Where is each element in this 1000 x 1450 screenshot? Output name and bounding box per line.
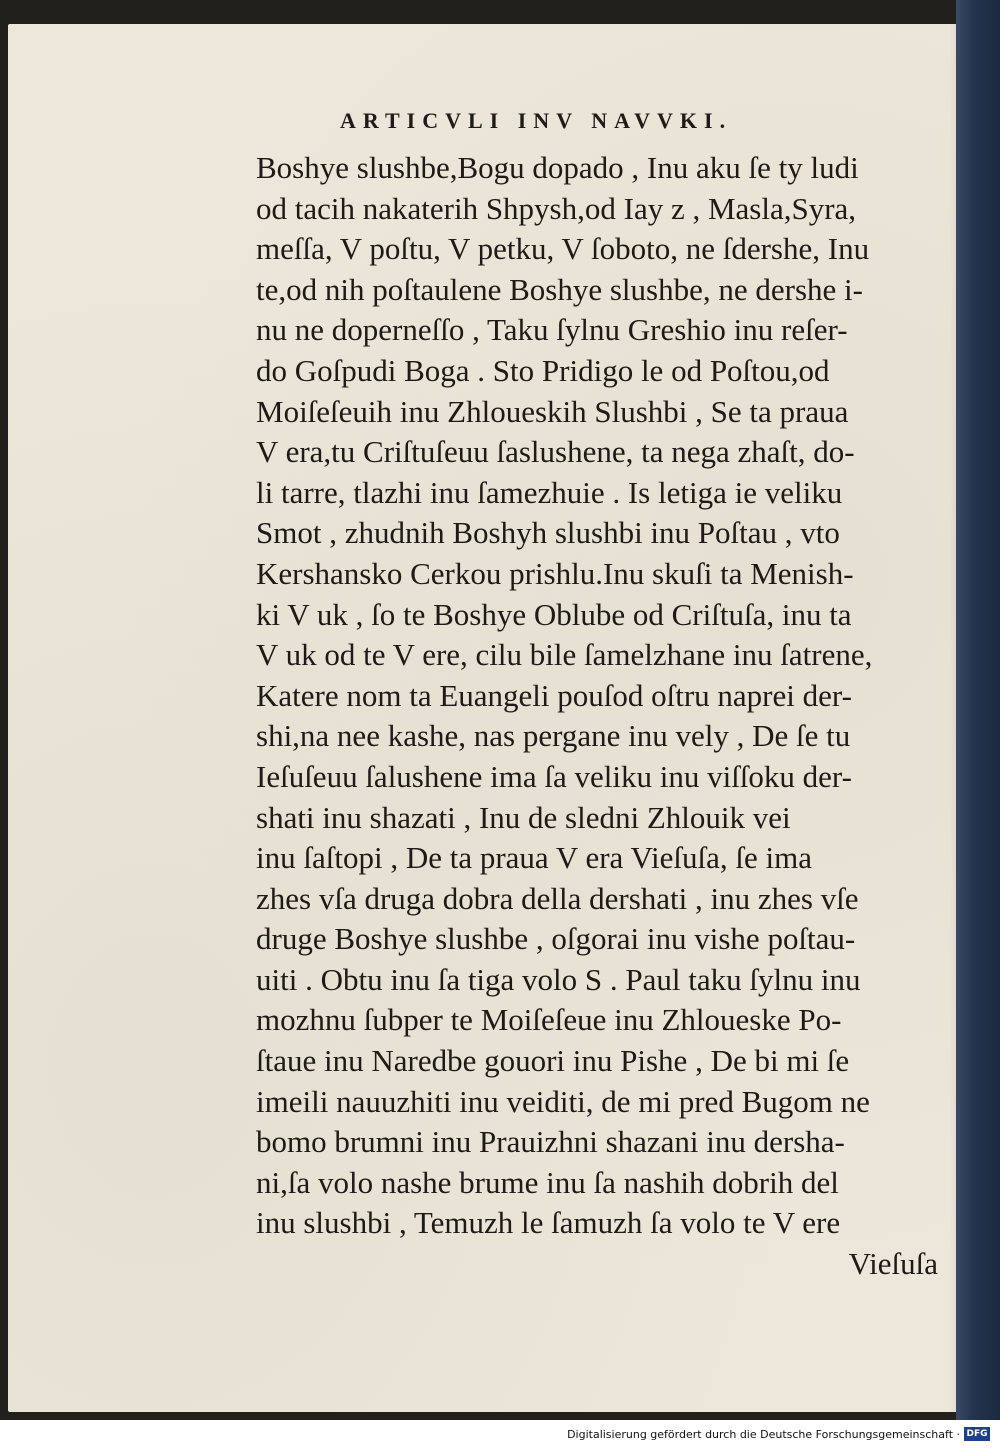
text-line: druge Boshye slushbe , oſgorai inu vishe poſtau- xyxy=(256,921,856,957)
text-line: do Goſpudi Boga . Sto Pridigo le od Poſtou,od xyxy=(256,352,830,388)
text-line: nu ne doperneſſo , Taku ſylnu Greshio inu reſer- xyxy=(256,312,848,348)
text-line: ki V uk , ſo te Boshye Oblube od Criſtuſa, inu ta xyxy=(256,596,852,632)
catchword: Vieſuſa xyxy=(848,1246,938,1282)
text-line: shati inu shazati , Inu de sledni Zhlouik vei xyxy=(256,799,791,835)
running-head: ARTICVLI INV NAVVKI. xyxy=(340,108,733,133)
text-line: inu slushbi , Temuzh le ſamuzh ſa volo te V ere xyxy=(256,1205,841,1241)
text-line: Moiſeſeuih inu Zhloueskih Slushbi , Se ta praua xyxy=(256,393,849,429)
text-line: imeili nauuzhiti inu veiditi, de mi pred Bugom ne xyxy=(256,1083,870,1119)
text-line: Boshye slushbe,Bogu dopado , Inu aku ſe ty ludi xyxy=(256,150,859,185)
text-line: bomo brumni inu Prauizhni shazani inu dersha- xyxy=(256,1124,845,1160)
funding-credit: Digitalisierung gefördert durch die Deutsche Forschungsgemeinschaft · xyxy=(567,1428,960,1441)
text-line: ni,ſa volo nashe brume inu ſa nashih dobrih del xyxy=(256,1164,839,1200)
text-line: li tarre, tlazhi inu ſamezhuie . Is letiga ie veliku xyxy=(256,474,843,510)
scanner-edge xyxy=(956,0,1000,1420)
body-text xyxy=(256,148,946,1285)
text-line: od tacih nakaterih Shpysh,od Iay z , Masla,Syra, xyxy=(256,190,857,226)
text-line: Ieſuſeuu ſalushene ima ſa veliku inu viſſoku der- xyxy=(256,758,852,794)
text-line: ſtaue inu Naredbe gouori inu Pishe , De bi mi ſe xyxy=(256,1043,850,1079)
text-line: inu ſaſtopi , De ta praua V era Vieſuſa, ſe ima xyxy=(256,840,812,876)
text-line: te,od nih poſtaulene Boshye slushbe, ne dershe i- xyxy=(256,271,863,307)
show-through-ink xyxy=(93,564,183,864)
text-line: Smot , zhudnih Boshyh slushbi inu Poſtau , vto xyxy=(256,515,840,551)
dfg-logo: DFG xyxy=(964,1427,990,1441)
text-line: shi,na nee kashe, nas pergane inu vely , De ſe tu xyxy=(256,718,851,754)
text-line: V uk od te V ere, cilu bile ſamelzhane inu ſatrene, xyxy=(256,637,873,673)
text-line: zhes vſa druga dobra della dershati , inu zhes vſe xyxy=(256,880,859,916)
text-line: V era,tu Criſtuſeuu ſaslushene, ta nega zhaſt, do- xyxy=(256,434,855,470)
text-line: mozhnu ſubper te Moiſeſeue inu Zhloueske Po- xyxy=(256,1002,842,1038)
text-line: Kershansko Cerkou prishlu.Inu skuſi ta Menish- xyxy=(256,555,854,591)
text-line: uiti . Obtu inu ſa tiga volo S . Paul taku ſylnu inu xyxy=(256,961,861,997)
text-line: Katere nom ta Euangeli pouſod oſtru naprei der- xyxy=(256,677,852,713)
footer-bar xyxy=(0,1420,1000,1450)
text-line: meſſa, V poſtu, V petku, V ſoboto, ne ſdershe, Inu xyxy=(256,231,870,267)
